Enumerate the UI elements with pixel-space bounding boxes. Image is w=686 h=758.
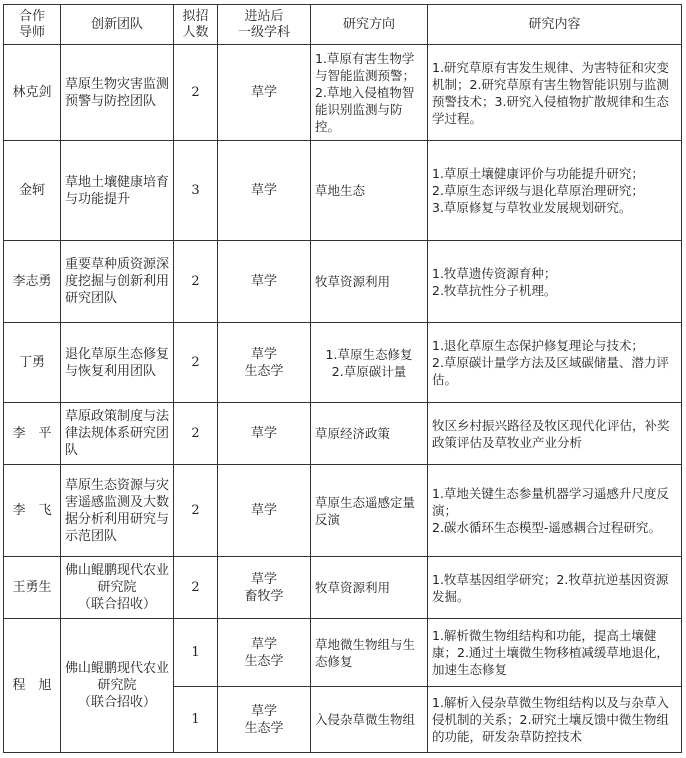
discipline-cell: 草学 (218, 141, 311, 241)
header-content: 研究内容 (428, 5, 682, 45)
content-cell: 1.解析入侵杂草微生物组结构以及与杂草入侵机制的关系；2.研究土壤反馈中微生物组的功能，研发杂草防控技术 (428, 687, 682, 753)
direction-cell: 草地微生物组与生态修复 (311, 619, 428, 687)
discipline-cell: 草学 (218, 45, 311, 141)
supervisor-cell: 丁勇 (4, 323, 61, 403)
quota-cell: 2 (174, 45, 218, 141)
quota-cell: 2 (174, 323, 218, 403)
quota-cell: 1 (174, 687, 218, 753)
direction-cell: 牧草资源利用 (311, 241, 428, 323)
team-cell: 草原政策制度与法律法规体系研究团队 (61, 403, 174, 465)
table-row (4, 45, 682, 141)
table-row (4, 403, 682, 465)
header-team: 创新团队 (61, 5, 174, 45)
content-cell: 1.草原土壤健康评价与功能提升研究； 2.草原生态评级与退化草原治理研究； 3.草原修复与草牧业发展规划研究。 (428, 141, 682, 241)
table-row (4, 557, 682, 619)
team-cell: 重要草种质资源深度挖掘与创新利用研究团队 (61, 241, 174, 323)
direction-cell: 牧草资源利用 (311, 557, 428, 619)
discipline-cell: 草学 (218, 241, 311, 323)
discipline-cell: 草学 生态学 (218, 323, 311, 403)
content-cell: 1.退化草原生态保护修复理论与技术； 2.草原碳计量学方法及区域碳储量、潜力评估。 (428, 323, 682, 403)
direction-cell: 入侵杂草微生物组 (311, 687, 428, 753)
direction-cell: 草原生态遥感定量反演 (311, 465, 428, 557)
discipline-cell: 草学 (218, 403, 311, 465)
header-row (4, 5, 682, 45)
quota-cell: 2 (174, 465, 218, 557)
discipline-cell: 草学 生态学 (218, 619, 311, 687)
header-supervisor: 合作 导师 (4, 5, 61, 45)
supervisor-cell: 李志勇 (4, 241, 61, 323)
team-cell: 草地土壤健康培育与功能提升 (61, 141, 174, 241)
direction-cell: 1.草原有害生物学与智能监测预警；2.草地入侵植物智能识别监测与防控。 (311, 45, 428, 141)
direction-cell: 草原经济政策 (311, 403, 428, 465)
quota-cell: 1 (174, 619, 218, 687)
supervisor-cell: 程 旭 (4, 619, 61, 753)
table-row (4, 323, 682, 403)
table-row (4, 465, 682, 557)
discipline-cell: 草学 生态学 (218, 687, 311, 753)
quota-cell: 2 (174, 241, 218, 323)
quota-cell: 2 (174, 557, 218, 619)
discipline-cell: 草学 (218, 465, 311, 557)
supervisor-cell: 李 飞 (4, 465, 61, 557)
content-cell: 1.研究草原有害发生规律、为害特征和灾变机制；2.研究草原有害生物智能识别与监测预警技术；3.研究入侵植物扩散规律和生态学过程。 (428, 45, 682, 141)
header-direction: 研究方向 (311, 5, 428, 45)
content-cell: 1.解析微生物组结构和功能，提高土壤健康；2.通过土壤微生物移植减缓草地退化，加速生态修复 (428, 619, 682, 687)
content-cell: 牧区乡村振兴路径及牧区现代化评估，补奖政策评估及草牧业产业分析 (428, 403, 682, 465)
header-discipline: 进站后 一级学科 (218, 5, 311, 45)
table-row (4, 619, 682, 687)
quota-cell: 3 (174, 141, 218, 241)
content-cell: 1.草地关键生态参量机器学习遥感升尺度反演； 2.碳水循环生态模型-遥感耦合过程研究。 (428, 465, 682, 557)
table-row (4, 141, 682, 241)
team-cell: 佛山鲲鹏现代农业研究院 （联合招收） (61, 557, 174, 619)
quota-cell: 2 (174, 403, 218, 465)
header-quota: 拟招 人数 (174, 5, 218, 45)
supervisor-cell: 金轲 (4, 141, 61, 241)
content-cell: 1.牧草遗传资源育种； 2.牧草抗性分子机理。 (428, 241, 682, 323)
discipline-cell: 草学 畜牧学 (218, 557, 311, 619)
content-cell: 1.牧草基因组学研究；2.牧草抗逆基因资源发掘。 (428, 557, 682, 619)
supervisor-cell: 李 平 (4, 403, 61, 465)
team-cell: 草原生态资源与灾害遥感监测及大数据分析利用研究与示范团队 (61, 465, 174, 557)
team-cell: 退化草原生态修复与恢复利用团队 (61, 323, 174, 403)
team-cell: 佛山鲲鹏现代农业研究院 （联合招收） (61, 619, 174, 753)
supervisor-cell: 林克剑 (4, 45, 61, 141)
direction-cell: 1.草原生态修复 2.草原碳计量 (311, 323, 428, 403)
recruitment-table (3, 4, 682, 753)
direction-cell: 草地生态 (311, 141, 428, 241)
table-row (4, 241, 682, 323)
supervisor-cell: 王勇生 (4, 557, 61, 619)
team-cell: 草原生物灾害监测预警与防控团队 (61, 45, 174, 141)
